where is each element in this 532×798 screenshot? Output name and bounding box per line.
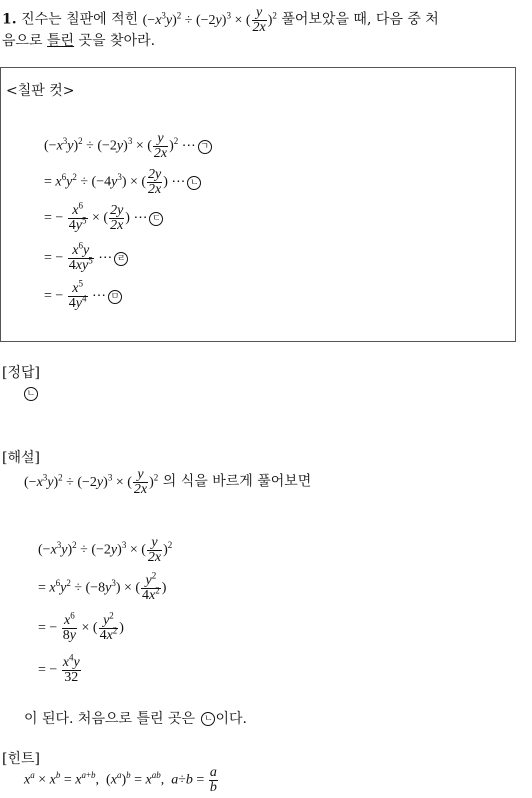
question-text-1: 진수는 칠판에 적힌 — [21, 11, 139, 28]
conclusion-circle: ㄴ — [201, 712, 215, 726]
question-expression: $(-x^3y)^2 \div (-2y)^3$ × ( $\frac{y}{2x}$ )$^2$ — [142, 5, 277, 35]
board-step-2: = $x^6y^2 \div (-4y^3)$ × ( $\frac{2y}{2x}$ ) ⋯ ㄴ — [44, 168, 201, 197]
circle-label-4: ㄹ — [114, 252, 128, 266]
explanation-intro-expression: $(-x^3y)^2 \div (-2y)^3$ × ( $\frac{y}{2x}$ )$^2$ — [24, 467, 159, 497]
circle-label-2: ㄴ — [187, 176, 201, 190]
explanation-conclusion — [24, 708, 247, 728]
explanation-intro — [24, 468, 311, 497]
hint-heading: [힌트] — [2, 751, 40, 767]
explanation-step-1: $(-x^3y)^2 \div (-2y)^3$ × ( $\frac{y}{2x}$ )$^2$ — [38, 535, 173, 565]
answer-circle: ㄴ — [24, 387, 38, 401]
conclusion-text-2: 이다. — [215, 711, 247, 727]
board-step-5: = − $\frac{x^5}{4y^4}$ ⋯ ㅁ — [44, 282, 122, 311]
hint-formula: $x^a \times x^b = x^{a+b}$, $(x^a)^b = x^{ab}$, a÷b = $\frac{a}{b}$ — [24, 765, 217, 795]
board-label: <칠판 컷> — [6, 83, 75, 99]
explanation-intro-text: 의 식을 바르게 풀어보면 — [162, 473, 312, 490]
question-text-4: 곳을 찾아라. — [74, 33, 156, 49]
explanation-step-3: = − $\frac{x^6}{8y}$ × ( $\frac{y^2}{4x^2}$ ) — [38, 610, 124, 643]
question-line-2 — [2, 30, 155, 50]
answer-value — [22, 386, 38, 402]
underlined-word: 틀린 — [47, 33, 75, 49]
question-text-3: 음으로 — [2, 33, 48, 49]
board-step-3: = − $\frac{x^6}{4y^5}$ × ( $\frac{2y}{2x}$ ) ⋯ ㄷ — [44, 204, 163, 233]
question-number: 1. — [2, 11, 17, 28]
answer-heading: [정답] — [2, 365, 40, 381]
circle-label-1: ㄱ — [198, 140, 212, 154]
circle-label-3: ㄷ — [149, 212, 163, 226]
explanation-step-2: = $x^6y^2 \div (-8y^3)$ × ( $\frac{y^2}{4x^2}$ ) — [38, 570, 167, 603]
board-step-4: = − $\frac{x^6y}{4xy^5}$ ⋯ ㄹ — [44, 244, 128, 273]
explanation-step-4: = − $\frac{x^4y}{32}$ — [38, 652, 80, 685]
conclusion-text-1: 이 된다. 처음으로 틀린 곳은 — [24, 711, 200, 727]
circle-label-5: ㅁ — [108, 290, 122, 304]
board-step-1: $(-x^3y)^2 \div (-2y)^3$ × ( $\frac{y}{2x}$ )$^2$ ⋯ ㄱ — [44, 132, 212, 161]
explanation-heading: [해설] — [2, 450, 40, 466]
question-text-2: 풀어보았을 때, 다음 중 처 — [281, 11, 439, 28]
